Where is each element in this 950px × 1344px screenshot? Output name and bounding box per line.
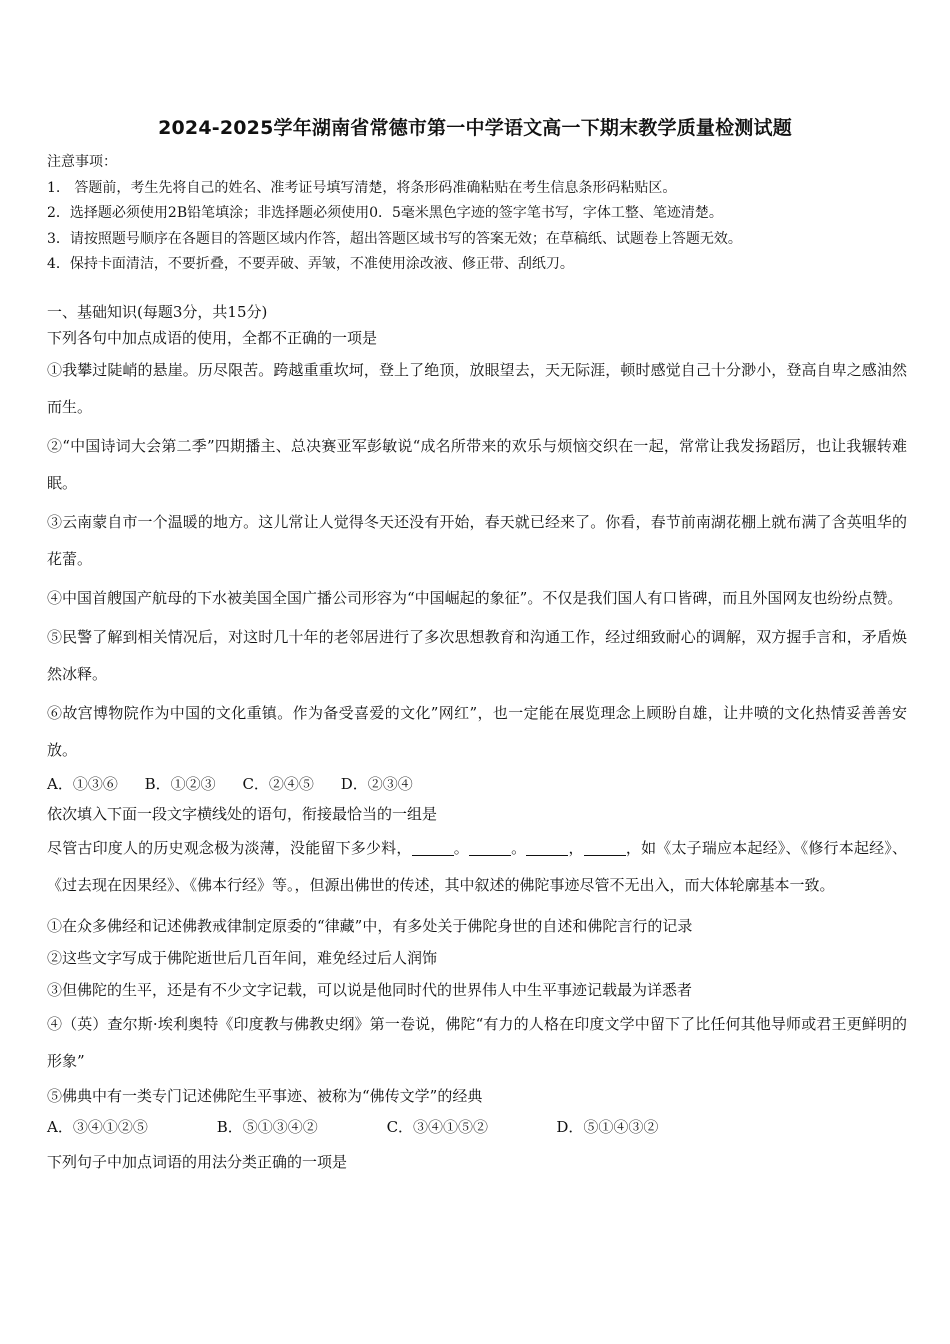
question-2-item: ⑤佛典中有一类专门记述佛陀生平事迹、被称为“佛传文学”的经典: [47, 1087, 483, 1105]
notice-block: [47, 150, 907, 278]
question-2-options: [47, 1112, 907, 1142]
option-d: D．⑤①④③②: [556, 1118, 659, 1136]
exam-title: 2024-2025学年湖南省常德市第一中学语文高一下期末教学质量检测试题: [158, 117, 792, 139]
question-2-item: ③但佛陀的生平，还是有不少文字记载，可以说是他同时代的世界伟人中生平事迹记载最为详悉者: [47, 981, 693, 999]
question-1-item: ①我攀过陡峭的悬崖。历尽限苦。跨越重重坎坷，登上了绝顶，放眼望去，天无际涯，顿时感觉自己十分渺小，登高自卑之感油然而生。: [47, 361, 907, 416]
question-1-item: ②“中国诗词大会第二季”四期播主、总决赛亚军彭敏说“成名所带来的欢乐与烦恼交织在一起，常常让我发扬蹈厉，也让我辗转难眠。: [47, 437, 907, 492]
notice-item: 1. 答题前，考生先将自己的姓名、准考证号填写清楚，将条形码准确粘贴在考生信息条形码粘贴区。: [47, 179, 677, 196]
question-1-item: ⑥故宫博物院作为中国的文化重镇。作为备受喜爱的文化”网红”，也一定能在展览理念上顾盼自雄，让井喷的文化热情妥善善安放。: [47, 704, 907, 759]
question-3-stem: 下列句子中加点词语的用法分类正确的一项是: [47, 1153, 348, 1171]
option-d: D．②③④: [340, 775, 413, 793]
question-2-stem: 依次填入下面一段文字横线处的语句，衔接最恰当的一组是: [47, 805, 438, 823]
option-b: B．⑤①③④②: [216, 1118, 318, 1136]
option-b: B．①②③: [144, 775, 216, 793]
question-2-item: ①在众多佛经和记述佛教戒律制定原委的“律藏”中，有多处关于佛陀身世的自述和佛陀言行的记录: [47, 917, 693, 935]
option-c: C．③④①⑤②: [386, 1118, 489, 1136]
fill-blank: [526, 837, 568, 856]
question-1-item: ⑤民警了解到相关情况后，对这时几十年的老邻居进行了多次思想教育和沟通工作，经过细致耐心的调解，双方握手言和，矛盾焕然冰释。: [47, 628, 907, 683]
notice-item: 4．保持卡面清洁，不要折叠，不要弄破、弄皱，不准使用涂改液、修正带、刮纸刀。: [47, 256, 574, 272]
section-heading: 一、基础知识(每题3分，共15分): [47, 303, 268, 321]
question-2-item: ②这些文字写成于佛陀逝世后几百年间，难免经过后人润饰: [47, 949, 438, 967]
fill-blank: [469, 837, 511, 856]
question-1-options: [47, 769, 907, 799]
fill-blank: [412, 837, 454, 856]
notice-item: 3．请按照题号顺序在各题目的答题区域内作答，超出答题区域书写的答案无效；在草稿纸、试题卷上答题无效。: [47, 230, 742, 247]
fill-blank: [584, 837, 626, 856]
option-a: A．①③⑥: [47, 775, 118, 793]
question-2-item: ④（英）查尔斯·埃利奥特《印度教与佛教史纲》第一卷说，佛陀“有力的人格在印度文学中留下了比任何其他导师或君王更鲜明的形象”: [47, 1015, 907, 1070]
blank-separator: 。: [510, 839, 527, 857]
option-c: C．②④⑤: [242, 775, 314, 793]
blank-separator: 。: [453, 839, 469, 857]
question-1-stem: 下列各句中加点成语的使用，全都不正确的一项是: [47, 329, 378, 347]
exam-body: [47, 300, 907, 1174]
passage-text: ，如《太子瑞应本起经》、《修行本起经》、《过去现在因果经》、《佛本行经》等。，但源出佛世的传述，其中叙述的佛陀事迹尽管不无出入，而大体轮廓基本一致。: [47, 839, 907, 894]
passage-text: 尽管古印度人的历史观念极为淡薄，没能留下多少料，: [47, 839, 412, 857]
blank-separator: ，: [568, 839, 584, 857]
notice-item: 2．选择题必须使用2B铅笔填涂；非选择题必须使用0．5毫米黑色字迹的签字笔书写，字体工整、笔迹清楚。: [47, 205, 723, 221]
question-1-item: ③云南蒙自市一个温暖的地方。这儿常让人觉得冬天还没有开始，春天就已经来了。你看，春节前南湖花棚上就布满了含英咀华的花蕾。: [47, 513, 907, 568]
option-a: A．③④①②⑤: [47, 1118, 148, 1136]
question-2-passage: [47, 830, 907, 904]
question-1-item: ④中国首艘国产航母的下水被美国全国广播公司形容为“中国崛起的象征”。不仅是我们国人有口皆碑，而且外国网友也纷纷点赞。: [47, 589, 903, 607]
notice-heading: 注意事项：: [47, 154, 117, 170]
